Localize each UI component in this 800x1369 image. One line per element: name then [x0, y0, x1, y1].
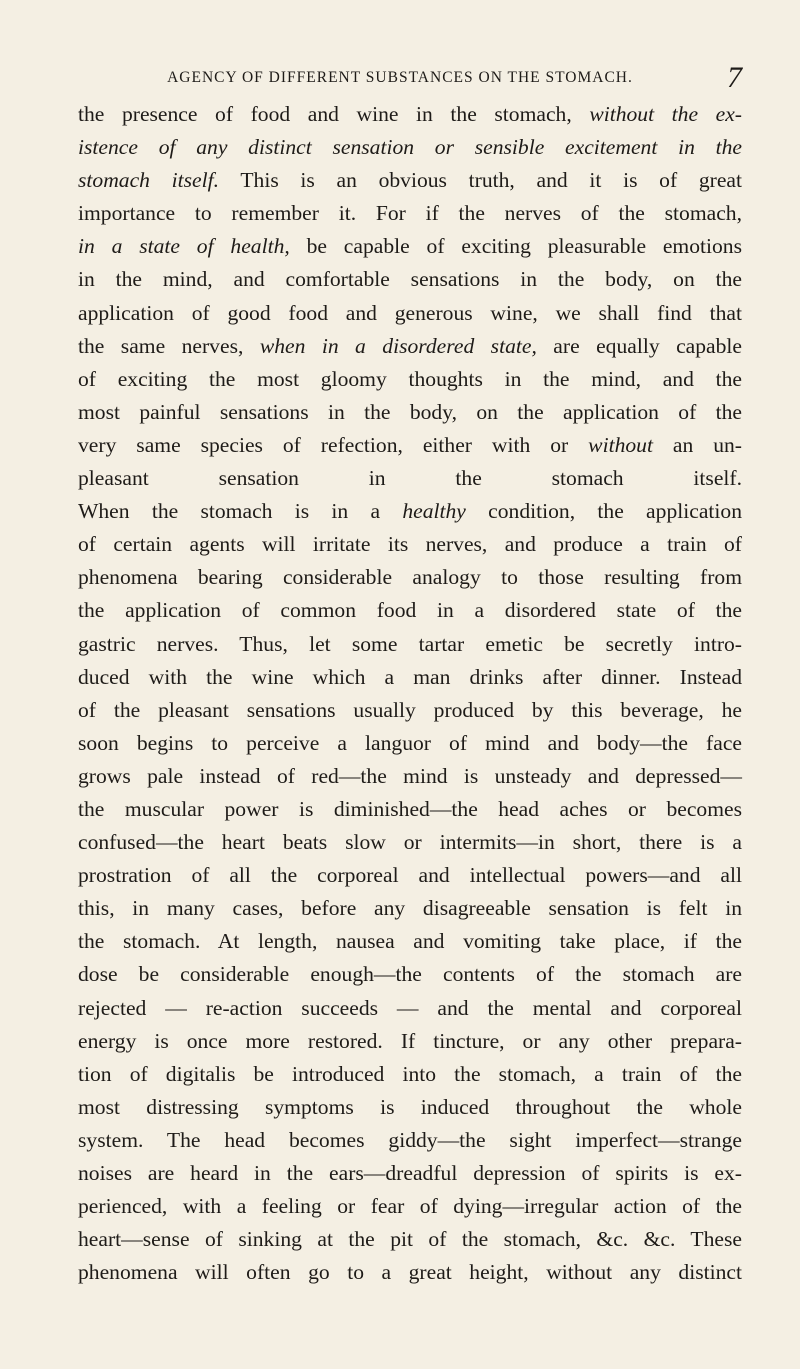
text-segment: an un-: [652, 432, 742, 457]
text-line: [78, 1157, 742, 1190]
body-text: [78, 98, 742, 1289]
text-line: [78, 1256, 742, 1289]
text-segment: of the pleasant sensations usually produced by this beverage, he: [78, 697, 742, 722]
italic-text-segment: when in a disordered state,: [259, 333, 537, 358]
text-segment: condition, the application: [465, 499, 742, 524]
text-segment: When the stomach is in a: [78, 499, 403, 524]
text-segment: the same nerves,: [78, 333, 260, 358]
text-segment: grows pale instead of red—the mind is unsteady and depressed—: [78, 763, 742, 788]
text-segment: the stomach. At length, nausea and vomiting take place, if the: [78, 929, 742, 954]
text-segment: energy is once more restored. If tincture, or any other prepara-: [78, 1028, 742, 1053]
text-segment: in the mind, and comfortable sensations in the body, on the: [78, 267, 742, 292]
running-head: [73, 58, 742, 98]
text-segment: perienced, with a feeling or fear of dying—irregular action of the: [78, 1194, 742, 1219]
text-line: [78, 859, 742, 892]
italic-text-segment: stomach itself.: [78, 168, 220, 193]
text-line: [78, 1091, 742, 1124]
text-segment: confused—the heart beats slow or intermits—in short, there is a: [78, 830, 742, 855]
text-line: [78, 1124, 742, 1157]
text-line: [78, 528, 742, 561]
text-line: [78, 462, 742, 495]
text-segment: gastric nerves. Thus, let some tartar emetic be secretly intro-: [78, 631, 742, 656]
text-line: [78, 197, 742, 230]
text-segment: This is an obvious truth, and it is of great: [219, 168, 742, 193]
text-segment: dose be considerable enough—the contents of the stomach are: [78, 962, 742, 987]
text-line: [78, 1025, 742, 1058]
text-line: [78, 98, 742, 131]
text-line: [78, 628, 742, 661]
text-line: [78, 363, 742, 396]
text-line: [78, 727, 742, 760]
text-line: [78, 1223, 742, 1256]
running-title: AGENCY OF DIFFERENT SUBSTANCES ON THE STOMACH.: [167, 69, 633, 86]
text-segment: pleasant sensation in the stomach itself.: [78, 466, 742, 491]
text-segment: of certain agents will irritate its nerves, and produce a train of: [78, 532, 742, 557]
text-line: [78, 826, 742, 859]
text-segment: importance to remember it. For if the nerves of the stomach,: [78, 201, 742, 226]
text-line: [78, 760, 742, 793]
italic-text-segment: without: [588, 432, 653, 457]
italic-text-segment: in a state of health,: [78, 234, 290, 259]
text-line: [78, 495, 742, 528]
text-line: [78, 164, 742, 197]
text-segment: the application of common food in a disordered state of the: [78, 598, 742, 623]
text-line: [78, 793, 742, 826]
text-line: [78, 263, 742, 296]
text-line: [78, 561, 742, 594]
text-segment: phenomena will often go to a great height, without any distinct: [78, 1260, 742, 1285]
text-line: [78, 1190, 742, 1223]
text-segment: system. The head becomes giddy—the sight imperfect—strange: [78, 1127, 742, 1152]
text-segment: very same species of refection, either with or: [78, 432, 589, 457]
text-segment: this, in many cases, before any disagreeable sensation is felt in: [78, 896, 742, 921]
italic-text-segment: without the ex-: [589, 102, 742, 126]
page-number: 7: [727, 61, 742, 94]
text-line: [78, 330, 742, 363]
text-line: [78, 992, 742, 1025]
text-line: [78, 694, 742, 727]
text-line: [78, 925, 742, 958]
text-line: [78, 892, 742, 925]
text-segment: most painful sensations in the body, on the application of the: [78, 399, 742, 424]
italic-text-segment: istence of any distinct sensation or sensible excitement in the: [78, 135, 742, 160]
text-line: [78, 661, 742, 694]
text-segment: most distressing symptoms is induced throughout the whole: [78, 1094, 742, 1119]
text-segment: phenomena bearing considerable analogy to those resulting from: [78, 565, 742, 590]
text-line: [78, 429, 742, 462]
text-line: [78, 396, 742, 429]
text-line: [78, 594, 742, 627]
text-segment: prostration of all the corporeal and intellectual powers—and all: [78, 863, 742, 888]
text-line: [78, 958, 742, 991]
text-segment: application of good food and generous wine, we shall find that: [78, 300, 742, 325]
text-segment: rejected — re-action succeeds — and the mental and corporeal: [78, 995, 742, 1020]
text-segment: are equally capable: [536, 333, 743, 358]
text-segment: be capable of exciting pleasurable emotions: [289, 234, 743, 259]
text-segment: noises are heard in the ears—dreadful depression of spirits is ex-: [78, 1161, 742, 1185]
italic-text-segment: healthy: [402, 499, 466, 524]
text-line: [78, 230, 742, 263]
text-segment: tion of digitalis be introduced into the stomach, a train of the: [78, 1061, 742, 1086]
text-segment: heart—sense of sinking at the pit of the stomach, &c. &c. These: [78, 1227, 742, 1252]
text-line: [78, 1058, 742, 1091]
text-line: [78, 297, 742, 330]
text-segment: soon begins to perceive a languor of mind and body—the face: [78, 730, 742, 755]
text-line: [78, 131, 742, 164]
text-segment: duced with the wine which a man drinks after dinner. Instead: [78, 664, 742, 689]
text-segment: the presence of food and wine in the stomach,: [78, 102, 590, 126]
text-segment: of exciting the most gloomy thoughts in the mind, and the: [78, 366, 742, 391]
text-segment: the muscular power is diminished—the head aches or becomes: [78, 796, 742, 821]
